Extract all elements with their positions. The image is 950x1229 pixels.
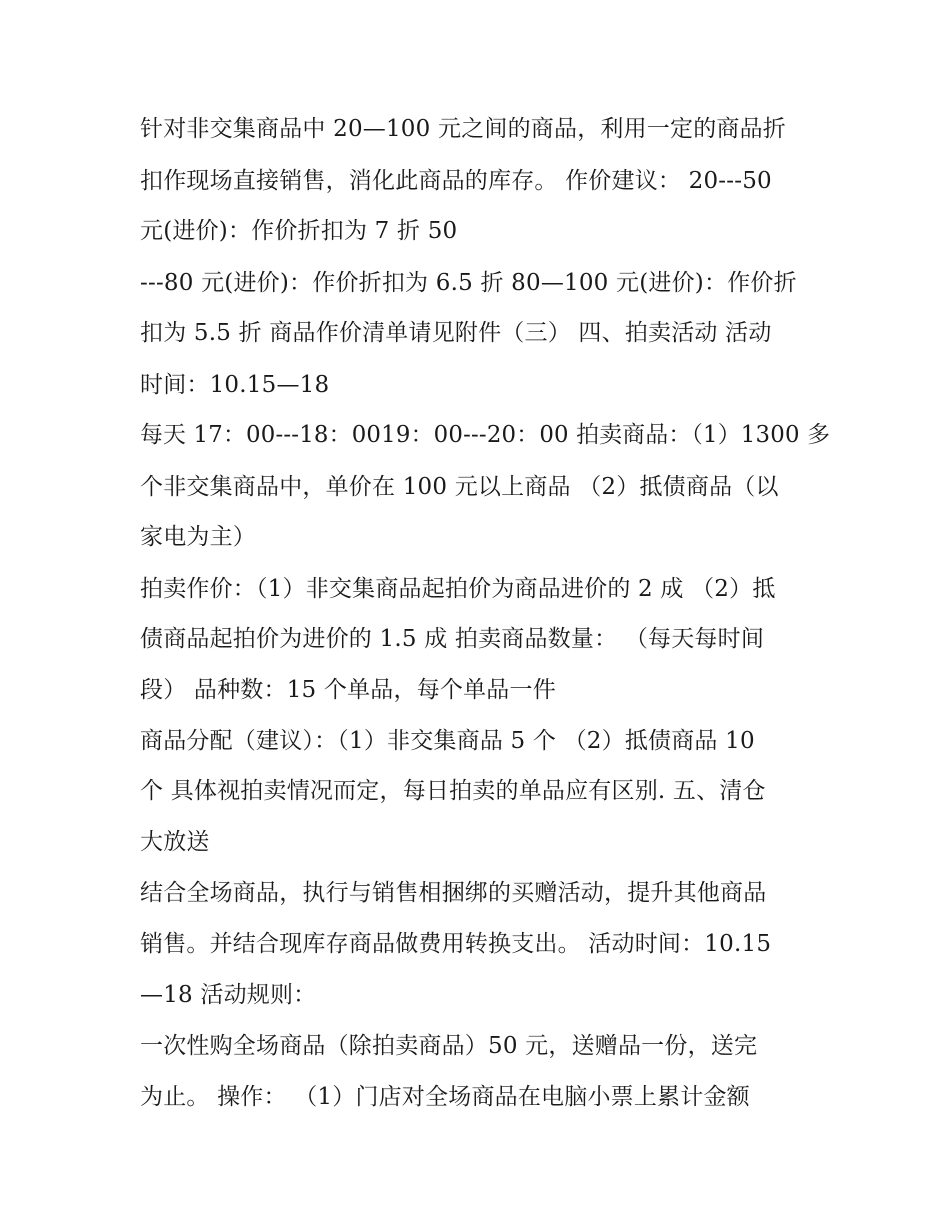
text-line: —18 活动规则：: [140, 982, 317, 1008]
text-line: 元(进价)：作价折扣为 7 折 50: [140, 218, 458, 244]
text-line: 家电为主）: [140, 524, 256, 550]
text-line: 一次性购全场商品（除拍卖商品）50 元，送赠品一份，送完: [140, 1033, 758, 1059]
text-line: 销售。并结合现库存商品做费用转换支出。 活动时间：10.15: [140, 931, 772, 957]
text-line: 结合全场商品，执行与销售相捆绑的买赠活动，提升其他商品: [140, 880, 767, 906]
text-line: 为止。 操作： （1）门店对全场商品在电脑小票上累计金额: [140, 1084, 750, 1110]
text-line: ---80 元(进价)：作价折扣为 6.5 折 80—100 元(进价)：作价折: [140, 270, 797, 296]
text-line: 扣作现场直接销售，消化此商品的库存。 作价建议： 20---50: [140, 168, 772, 194]
text-line: 拍卖作价：（1）非交集商品起拍价为商品进价的 2 成 （2）抵: [140, 576, 776, 602]
text-line: 商品分配（建议）：（1）非交集商品 5 个 （2）抵债商品 10: [140, 728, 755, 754]
text-line: 针对非交集商品中 20—100 元之间的商品，利用一定的商品折: [140, 116, 786, 142]
text-line: 时间：10.15—18: [140, 372, 330, 398]
text-line: 债商品起拍价为进价的 1.5 成 拍卖商品数量： （每天每时间: [140, 626, 765, 652]
text-line: 每天 17：00---18：0019：00---20：00 拍卖商品：（1）1300 多: [140, 422, 831, 448]
text-line: 段） 品种数：15 个单品，每个单品一件: [140, 677, 556, 703]
text-line: 大放送: [140, 829, 210, 855]
text-line: 个非交集商品中，单价在 100 元以上商品 （2）抵债商品（以: [140, 474, 779, 500]
text-line: 扣为 5.5 折 商品作价清单请见附件（三） 四、拍卖活动 活动: [140, 320, 772, 346]
text-line: 个 具体视拍卖情况而定，每日拍卖的单品应有区别. 五、清仓: [140, 778, 766, 804]
